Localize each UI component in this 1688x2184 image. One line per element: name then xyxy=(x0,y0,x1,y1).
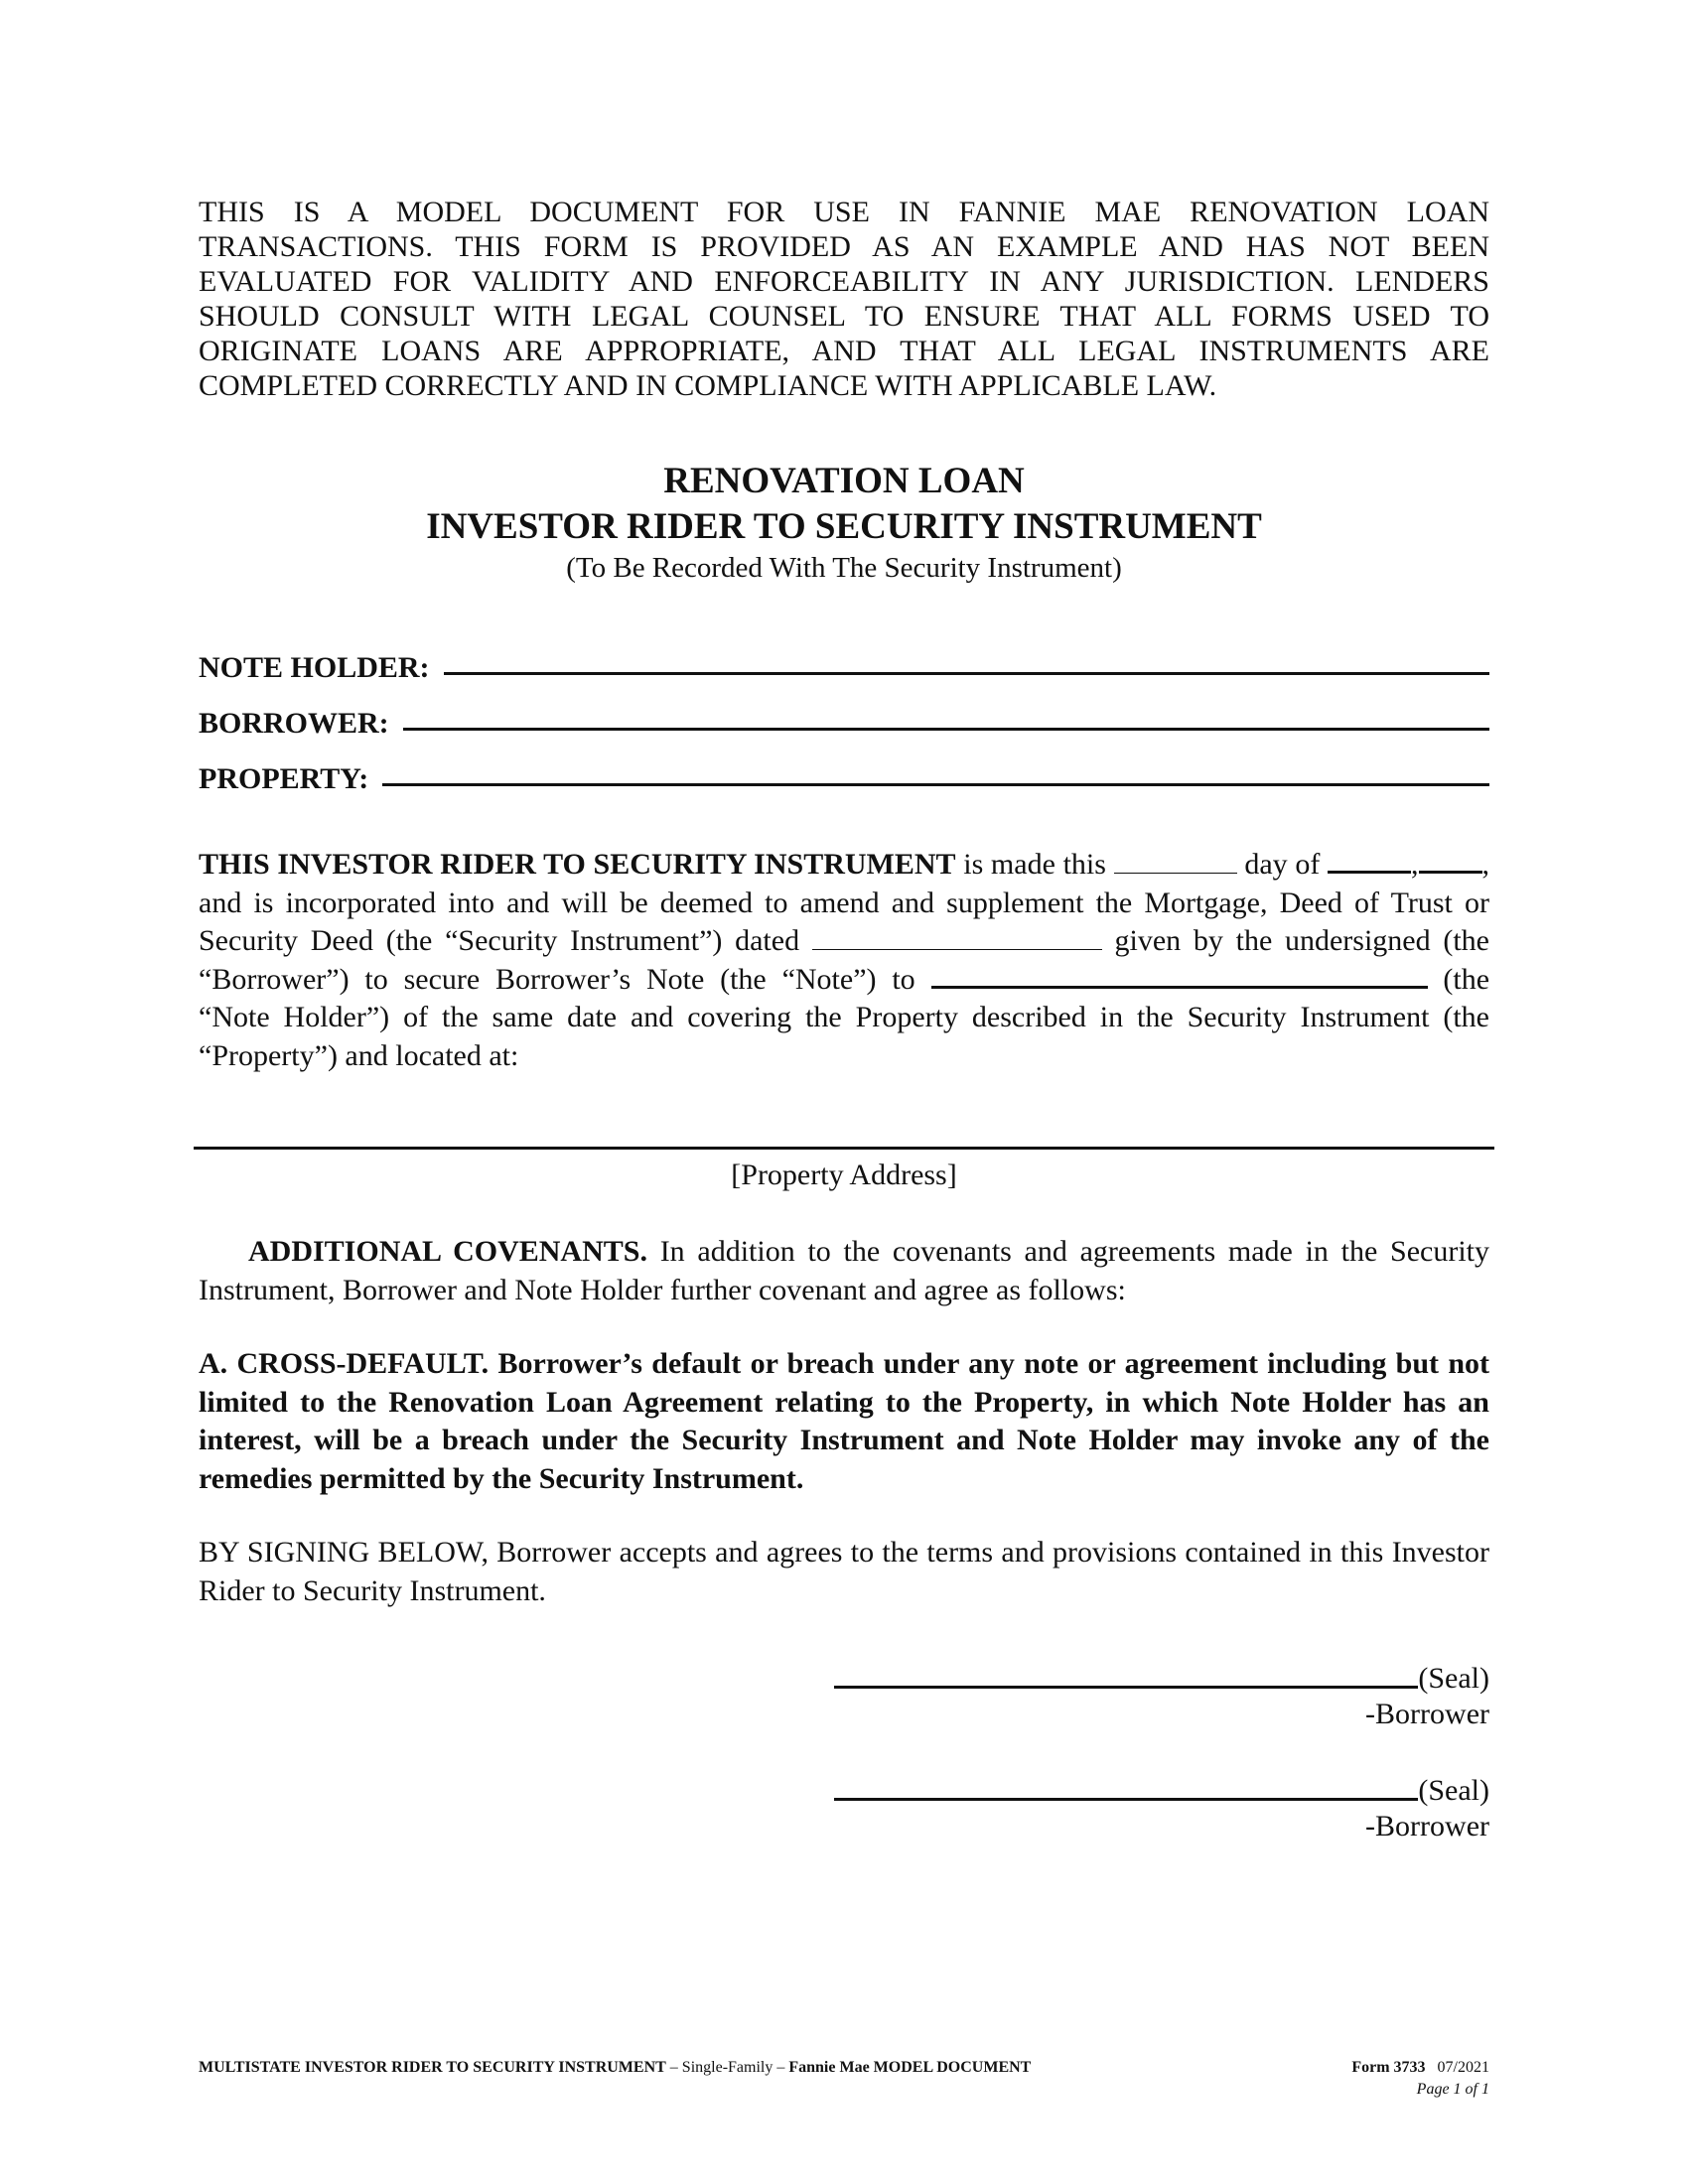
borrower-field[interactable] xyxy=(403,728,1489,731)
borrower-signature-line-2[interactable] xyxy=(834,1798,1418,1801)
signature-block-2 xyxy=(834,1773,1489,1844)
additional-covenants-paragraph xyxy=(199,1233,1489,1309)
rider-intro-paragraph xyxy=(199,846,1489,1075)
footer-title: MULTISTATE INVESTOR RIDER TO SECURITY INSTRUMENT xyxy=(199,2059,666,2076)
form-date: 07/2021 xyxy=(1437,2059,1489,2076)
form-number: Form 3733 xyxy=(1351,2059,1426,2076)
signature-row-2 xyxy=(834,1773,1489,1809)
signature-block-1 xyxy=(834,1661,1489,1732)
intro-text-1: is made this xyxy=(955,848,1114,881)
title-line-1: RENOVATION LOAN xyxy=(663,461,1025,501)
note-holder-name-field[interactable] xyxy=(931,985,1428,989)
footer-model-label: Fannie Mae MODEL DOCUMENT xyxy=(788,2059,1032,2076)
document-subtitle: (To Be Recorded With The Security Instrument) xyxy=(566,552,1122,584)
borrower-role-label-1: -Borrower xyxy=(1365,1698,1489,1730)
signature-row-1 xyxy=(834,1661,1489,1697)
additional-covenants-heading: ADDITIONAL COVENANTS. xyxy=(248,1235,647,1268)
year-blank-field[interactable] xyxy=(1419,870,1482,874)
seal-label-1: (Seal) xyxy=(1418,1662,1489,1695)
document-title xyxy=(199,459,1489,586)
intro-text-5: given by the undersigned (the “Borrower”) to secure Borrower’s Note (the “Note”) to xyxy=(199,924,1489,996)
rider-intro-heading: THIS INVESTOR RIDER TO SECURITY INSTRUMENT xyxy=(199,848,956,881)
intro-text-2: day of xyxy=(1236,848,1328,881)
property-address-field[interactable] xyxy=(194,1147,1494,1150)
security-instrument-date-field[interactable] xyxy=(812,948,1102,950)
footer-property-type: – Single-Family – xyxy=(665,2059,789,2076)
title-line-2: INVESTOR RIDER TO SECURITY INSTRUMENT xyxy=(426,506,1262,547)
property-row xyxy=(199,741,1489,796)
property-address-label: [Property Address] xyxy=(731,1159,957,1191)
model-document-disclaimer: THIS IS A MODEL DOCUMENT FOR USE IN FANNIE MAE RENOVATION LOAN TRANSACTIONS. THIS FORM IS PROVIDED AS AN EXAMPLE AND HAS NOT BEEN EVALUATED FOR VALIDITY AND ENFORCEABILITY IN ANY JURISDICTION. LENDERS SHOULD CONSULT WITH LEGAL COUNSEL TO ENSURE THAT ALL FORMS USED TO ORIGINATE LOANS ARE APPROPRIATE, AND THAT ALL LEGAL INSTRUMENTS ARE COMPLETED CORRECTLY AND IN COMPLIANCE WITH APPLICABLE LAW. xyxy=(199,196,1489,402)
seal-label-2: (Seal) xyxy=(1418,1774,1489,1807)
note-holder-label: NOTE HOLDER: xyxy=(199,651,430,684)
borrower-signature-line-1[interactable] xyxy=(834,1686,1418,1689)
borrower-label: BORROWER: xyxy=(199,707,389,740)
property-label: PROPERTY: xyxy=(199,762,369,795)
document-page xyxy=(199,195,1489,1610)
intro-text-6: (the “Note Holder”) of the same date and covering the Property described in the Security Instrument (the “Property”) and located at: xyxy=(199,962,1490,1072)
note-holder-field[interactable] xyxy=(444,672,1489,675)
day-blank-field[interactable] xyxy=(1114,872,1237,874)
borrower-row xyxy=(199,685,1489,741)
cross-default-paragraph: A. CROSS-DEFAULT. Borrower’s default or breach under any note or agreement including but not limited to the Renovation Loan Agreement relating to the Property, in which Note Holder has an interest, will be a breach under the Security Instrument and Note Holder may invoke any of the remedies permitted by the Security Instrument. xyxy=(199,1347,1489,1495)
note-holder-row xyxy=(199,629,1489,685)
footer-document-name xyxy=(199,2057,1031,2079)
party-fields xyxy=(199,629,1489,796)
page-number: Page 1 of 1 xyxy=(1416,2081,1489,2098)
month-blank-field[interactable] xyxy=(1328,870,1411,874)
intro-text-3: , xyxy=(1411,848,1419,881)
property-field[interactable] xyxy=(382,783,1489,786)
intro-text-4: , and is incorporated into and will be deemed to amend and supplement the Mortgage, Deed of Trust or Security Deed (the “Security Instrument”) dated xyxy=(199,848,1489,957)
borrower-role-label-2: -Borrower xyxy=(1365,1810,1489,1843)
additional-covenants-text: In addition to the covenants and agreements made in the Security Instrument, Borrower and Note Holder further covenant and agree as follows: xyxy=(199,1235,1489,1306)
footer-form-info xyxy=(1351,2057,1489,2101)
signing-statement: BY SIGNING BELOW, Borrower accepts and agrees to the terms and provisions contained in this Investor Rider to Security Instrument. xyxy=(199,1536,1489,1607)
